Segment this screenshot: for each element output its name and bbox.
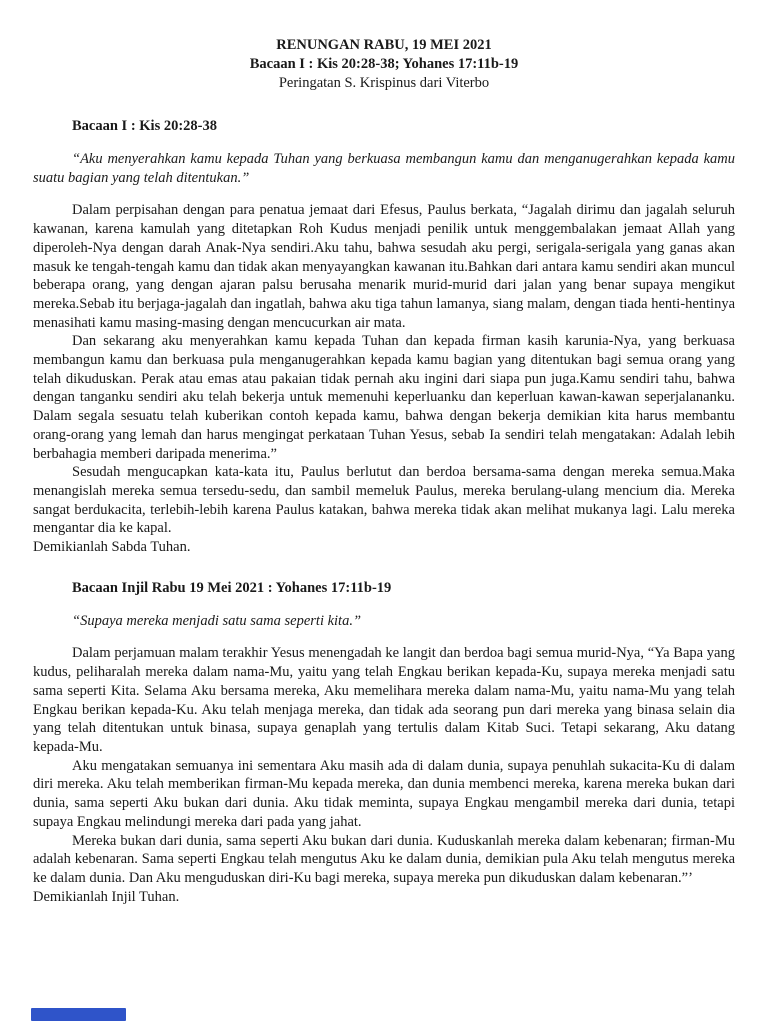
first-reading-paragraph-3: Sesudah mengucapkan kata-kata itu, Paulus berlutut dan berdoa bersama-sama dengan mereka semua.Maka menangislah mereka semua tersedu-sedu, dan sambil memeluk Paulus, mereka berulang-ulang mencium dia. Mereka sangat berdukacita, terlebih-lebih karena Paulus katakan, bahwa mereka tidak akan melihat mukanya lagi. Lalu mereka mengantar dia ke kapal.	[33, 464, 735, 537]
memorial-line: Peringatan S. Krispinus dari Viterbo	[278, 75, 490, 91]
gospel-reading-quote: “Supaya mereka menjadi satu sama seperti kita.”	[72, 612, 362, 629]
first-reading-closing: Demikianlah Sabda Tuhan.	[33, 539, 191, 556]
gospel-paragraph-2: Aku mengatakan semuanya ini sementara Aku masih ada di dalam dunia, supaya penuhlah sukacita-Ku di dalam diri mereka. Aku telah memberikan firman-Mu kepada mereka, dan dunia membenci mereka, karena mereka bukan dari dunia, sama seperti Aku bukan dari dunia. Aku tidak meminta, supaya Engkau mengambil mereka dari dunia, tetapi supaya Engkau melindungi mereka dari pada yang jahat.	[33, 757, 735, 830]
first-reading-paragraph-2: Dan sekarang aku menyerahkan kamu kepada Tuhan dan kepada firman kasih karunia-Nya, yang berkuasa membangun kamu dan berkuasa pula menganugerahkan kepada kamu bagian yang ditentukan bagi semua orang yang telah dikuduskan. Perak atau emas atau pakaian tidak pernah aku ingini dari siapa pun juga.Kamu sendiri tahu, bahwa dengan tanganku sendiri aku telah bekerja untuk memenuhi keperluanku dan keperluan kawan-kawan seperjalananku. Dalam segala sesuatu telah kuberikan contoh kepada kamu, bahwa dengan bekerja demikian kita harus membantu orang-orang yang lemah dan harus mengingat perkataan Tuhan Yesus, sebab Ia sendiri telah mengatakan: Adalah lebih berbahagia memberi daripada menerima.”	[33, 333, 735, 462]
first-reading-section	[33, 117, 735, 557]
gospel-reading-heading: Bacaan Injil Rabu 19 Mei 2021 : Yohanes 17:11b-19	[72, 579, 392, 596]
page-title: RENUNGAN RABU, 19 MEI 2021	[276, 37, 492, 53]
first-reading-paragraph-1: Dalam perpisahan dengan para penatua jemaat dari Efesus, Paulus berkata, “Jagalah dirimu dan jagalah seluruh kawanan, karena kamulah yang ditetapkan Roh Kudus menjadi penilik untuk menggembalakan jemaat Allah yang diperoleh-Nya dengan darah Anak-Nya sendiri.Aku tahu, bahwa sesudah aku pergi, serigala-serigala yang ganas akan masuk ke tengah-tengah kamu dan tidak akan menyayangkan kawanan itu.Bahkan dari antara kamu sendiri akan muncul beberapa orang, yang dengan ajaran palsu berusaha menarik murid-murid dari jalan yang benar supaya mengikut mereka.Sebab itu berjaga-jagalah dan ingatlah, bahwa aku tiga tahun lamanya, siang malam, dengan tiada henti-hentinya menasihati kamu masing-masing dengan mencucurkan air mata.	[33, 202, 735, 331]
gospel-reading-section	[33, 579, 735, 907]
document-header	[33, 36, 735, 93]
gospel-paragraph-3: Mereka bukan dari dunia, sama seperti Aku bukan dari dunia. Kuduskanlah mereka dalam kebenaran; firman-Mu adalah kebenaran. Sama seperti Engkau telah mengutus Aku ke dalam dunia, demikian pula Aku telah mengutus mereka ke dalam dunia. Dan Aku menguduskan diri-Ku bagi mereka, supaya mereka pun dikuduskan dalam kebenaran.”’	[33, 832, 735, 886]
gospel-paragraph-1: Dalam perjamuan malam terakhir Yesus menengadah ke langit dan berdoa bagi semua murid-Nya, “Ya Bapa yang kudus, peliharalah mereka dalam nama-Mu, yaitu yang telah Engkau berikan kepada-Ku, supaya mereka menjadi satu sama seperti Kita. Selama Aku bersama mereka, Aku memelihara mereka dalam nama-Mu, yaitu nama-Mu yang telah Engkau berikan kepada-Ku. Aku telah menjaga mereka, dan tidak ada seorang pun dari mereka yang binasa selain dia yang telah ditentukan untuk binasa, supaya genaplah yang tertulis dalam Kitab Suci. Tetapi sekarang, Aku datang kepada-Mu.	[33, 645, 735, 755]
first-reading-heading: Bacaan I : Kis 20:28-38	[72, 118, 217, 134]
gospel-reading-closing: Demikianlah Injil Tuhan.	[33, 888, 180, 905]
viewer-progress-bar[interactable]	[31, 1008, 126, 1021]
readings-subtitle: Bacaan I : Kis 20:28-38; Yohanes 17:11b-19	[249, 56, 519, 72]
first-reading-quote: “Aku menyerahkan kamu kepada Tuhan yang berkuasa membangun kamu dan menganugerahkan kepada kamu suatu bagian yang telah ditentukan.”	[33, 151, 735, 186]
